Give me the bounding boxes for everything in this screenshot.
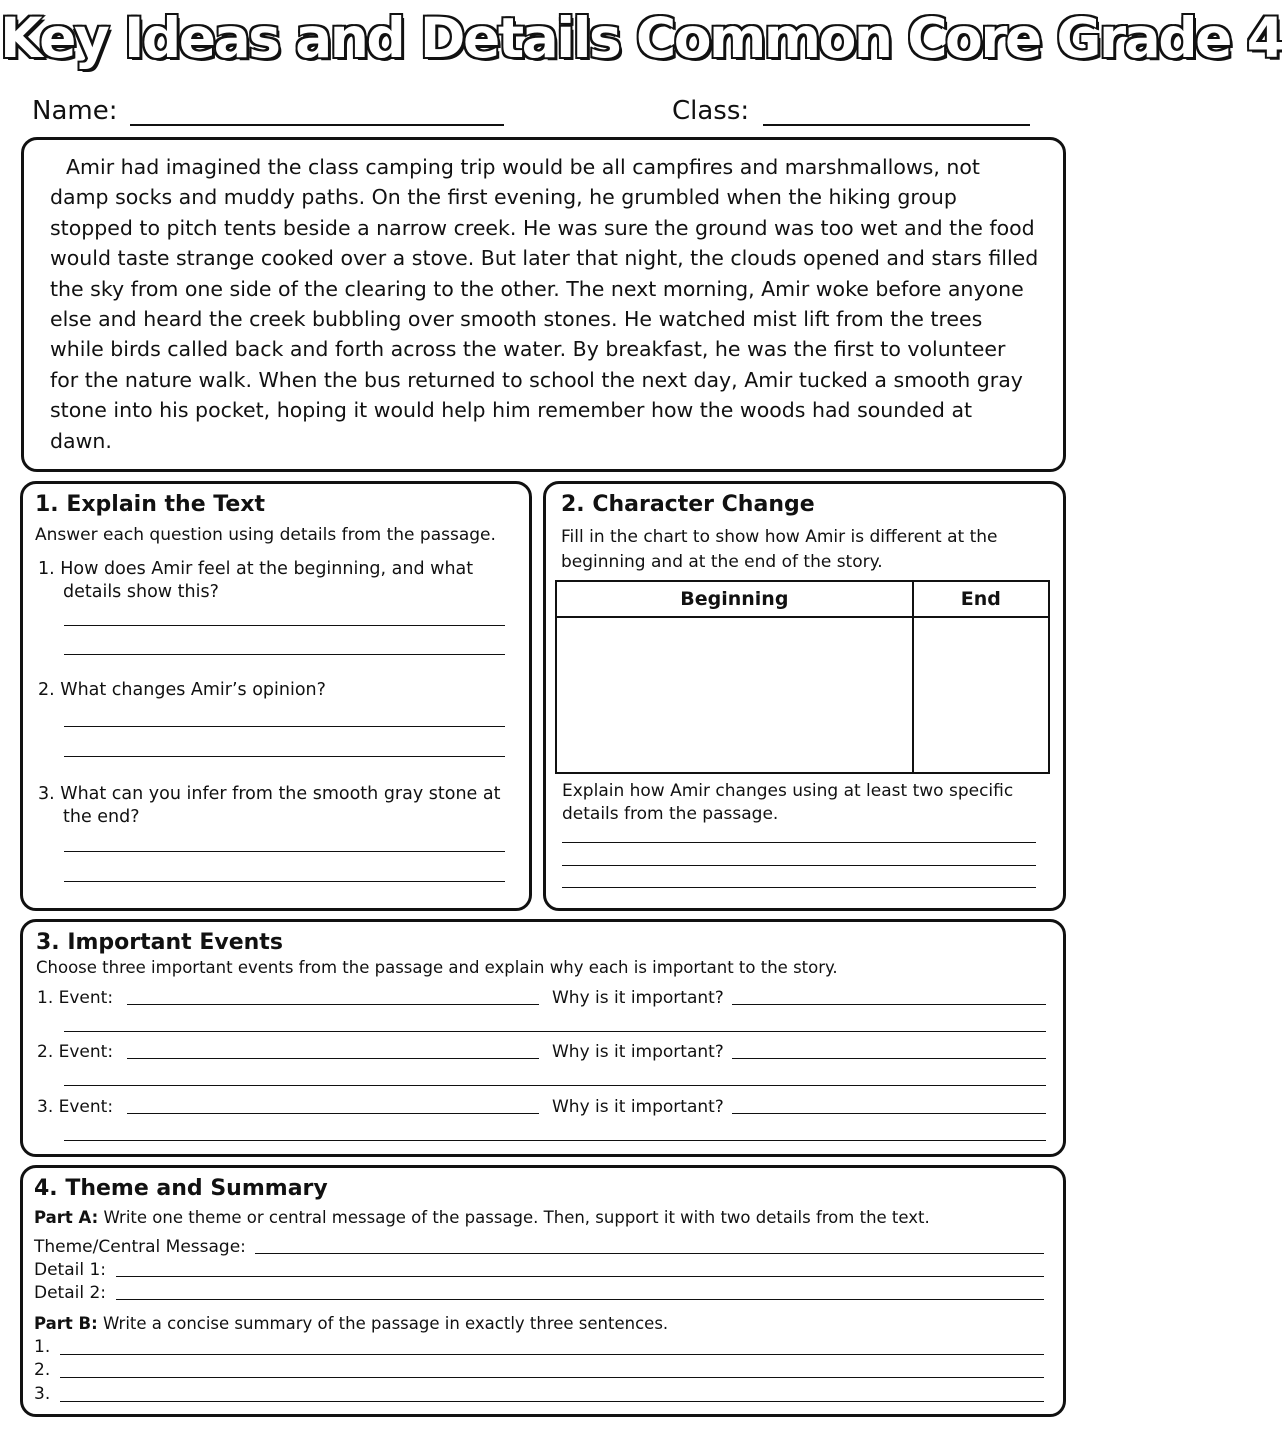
why-label: Why is it important?: [552, 1042, 724, 1062]
part-a-label: Part A:: [34, 1208, 99, 1227]
part-a-text: Write one theme or central message of the passage. Then, support it with two details from the text.: [103, 1208, 930, 1227]
section-instructions: Answer each question using details from the passage.: [35, 525, 496, 545]
chart-header-beginning: Beginning: [556, 581, 913, 617]
answer-line[interactable]: [64, 726, 505, 727]
summary-number: 1.: [34, 1337, 51, 1357]
answer-line[interactable]: [64, 1085, 1046, 1086]
why-label: Why is it important?: [552, 1097, 724, 1117]
summary-line[interactable]: [60, 1377, 1044, 1378]
section-title: 3. Important Events: [36, 930, 283, 955]
part-b-text: Write a concise summary of the passage in exactly three sentences.: [102, 1314, 669, 1333]
why-label: Why is it important?: [552, 988, 724, 1008]
character-change-chart: [555, 580, 1050, 774]
section-instructions: Choose three important events from the passage and explain why each is important to the story.: [36, 958, 838, 977]
section-instructions: Fill in the chart to show how Amir is different at the beginning and at the end of the story.: [561, 527, 998, 572]
event-line[interactable]: [127, 1004, 539, 1005]
why-line[interactable]: [732, 1004, 1046, 1005]
summary-number: 3.: [34, 1384, 51, 1404]
worksheet-title: Key Ideas and Details Common Core Grade 4: [0, 6, 1282, 70]
question-2: 2. What changes Amir’s opinion?: [38, 680, 326, 700]
name-field[interactable]: [130, 124, 504, 126]
section-title: 2. Character Change: [561, 492, 815, 517]
why-line[interactable]: [732, 1113, 1046, 1114]
answer-line[interactable]: [64, 1031, 1046, 1032]
summary-line[interactable]: [60, 1354, 1044, 1355]
answer-line[interactable]: [64, 1140, 1046, 1141]
part-b-prompt: [34, 1314, 668, 1333]
answer-line[interactable]: [64, 756, 505, 757]
chart-cell-beginning[interactable]: [556, 617, 913, 773]
event-line[interactable]: [127, 1058, 539, 1059]
question-3: 3. What can you infer from the smooth gray stone at the end?: [38, 784, 501, 827]
section-theme-summary: [20, 1165, 1066, 1417]
explain-prompt: Explain how Amir changes using at least two specific details from the passage.: [562, 781, 1014, 824]
part-a-prompt: [34, 1208, 930, 1227]
chart-cell-end[interactable]: [913, 617, 1049, 773]
theme-label: Theme/Central Message:: [34, 1237, 246, 1257]
event-label: 1. Event:: [37, 988, 114, 1008]
summary-line[interactable]: [60, 1401, 1044, 1402]
class-label: Class:: [672, 96, 750, 126]
answer-line[interactable]: [562, 842, 1036, 843]
answer-line[interactable]: [64, 881, 505, 882]
answer-line[interactable]: [64, 654, 505, 655]
detail-1-label: Detail 1:: [34, 1260, 107, 1280]
event-label: 2. Event:: [37, 1042, 114, 1062]
class-field[interactable]: [763, 124, 1030, 126]
section-title: 4. Theme and Summary: [34, 1176, 328, 1201]
answer-line[interactable]: [64, 851, 505, 852]
detail-2-label: Detail 2:: [34, 1283, 107, 1303]
theme-line[interactable]: [255, 1253, 1044, 1254]
chart-header-end: End: [913, 581, 1049, 617]
why-line[interactable]: [732, 1058, 1046, 1059]
part-b-label: Part B:: [34, 1314, 98, 1333]
section-title: 1. Explain the Text: [35, 492, 266, 517]
detail-1-line[interactable]: [116, 1276, 1044, 1277]
answer-line[interactable]: [64, 625, 505, 626]
detail-2-line[interactable]: [116, 1299, 1044, 1300]
summary-number: 2.: [34, 1360, 51, 1380]
event-label: 3. Event:: [37, 1097, 114, 1117]
event-line[interactable]: [127, 1113, 539, 1114]
question-1: 1. How does Amir feel at the beginning, and what details show this?: [38, 559, 474, 602]
answer-line[interactable]: [562, 887, 1036, 888]
answer-line[interactable]: [562, 865, 1036, 866]
name-label: Name:: [32, 96, 118, 126]
passage-text: Amir had imagined the class camping trip would be all campfires and marshmallows, not damp socks and muddy paths. On the first evening, he grumbled when the hiking group stopped to pitch tents beside a narrow creek. He was sure the ground was too wet and the food would taste strange cooked over a stove. But later that night, the clouds opened and stars filled the sky from one side of the clearing to the other. The next morning, Amir woke before anyone else and heard the creek bubbling over smooth stones. He watched mist lift from the trees while birds called back and forth across the water. By breakfast, he was the first to volunteer for the nature walk. When the bus returned to school the next day, Amir tucked a smooth gray stone into his pocket, hoping it would help him remember how the woods had sounded at dawn.: [50, 155, 1039, 453]
